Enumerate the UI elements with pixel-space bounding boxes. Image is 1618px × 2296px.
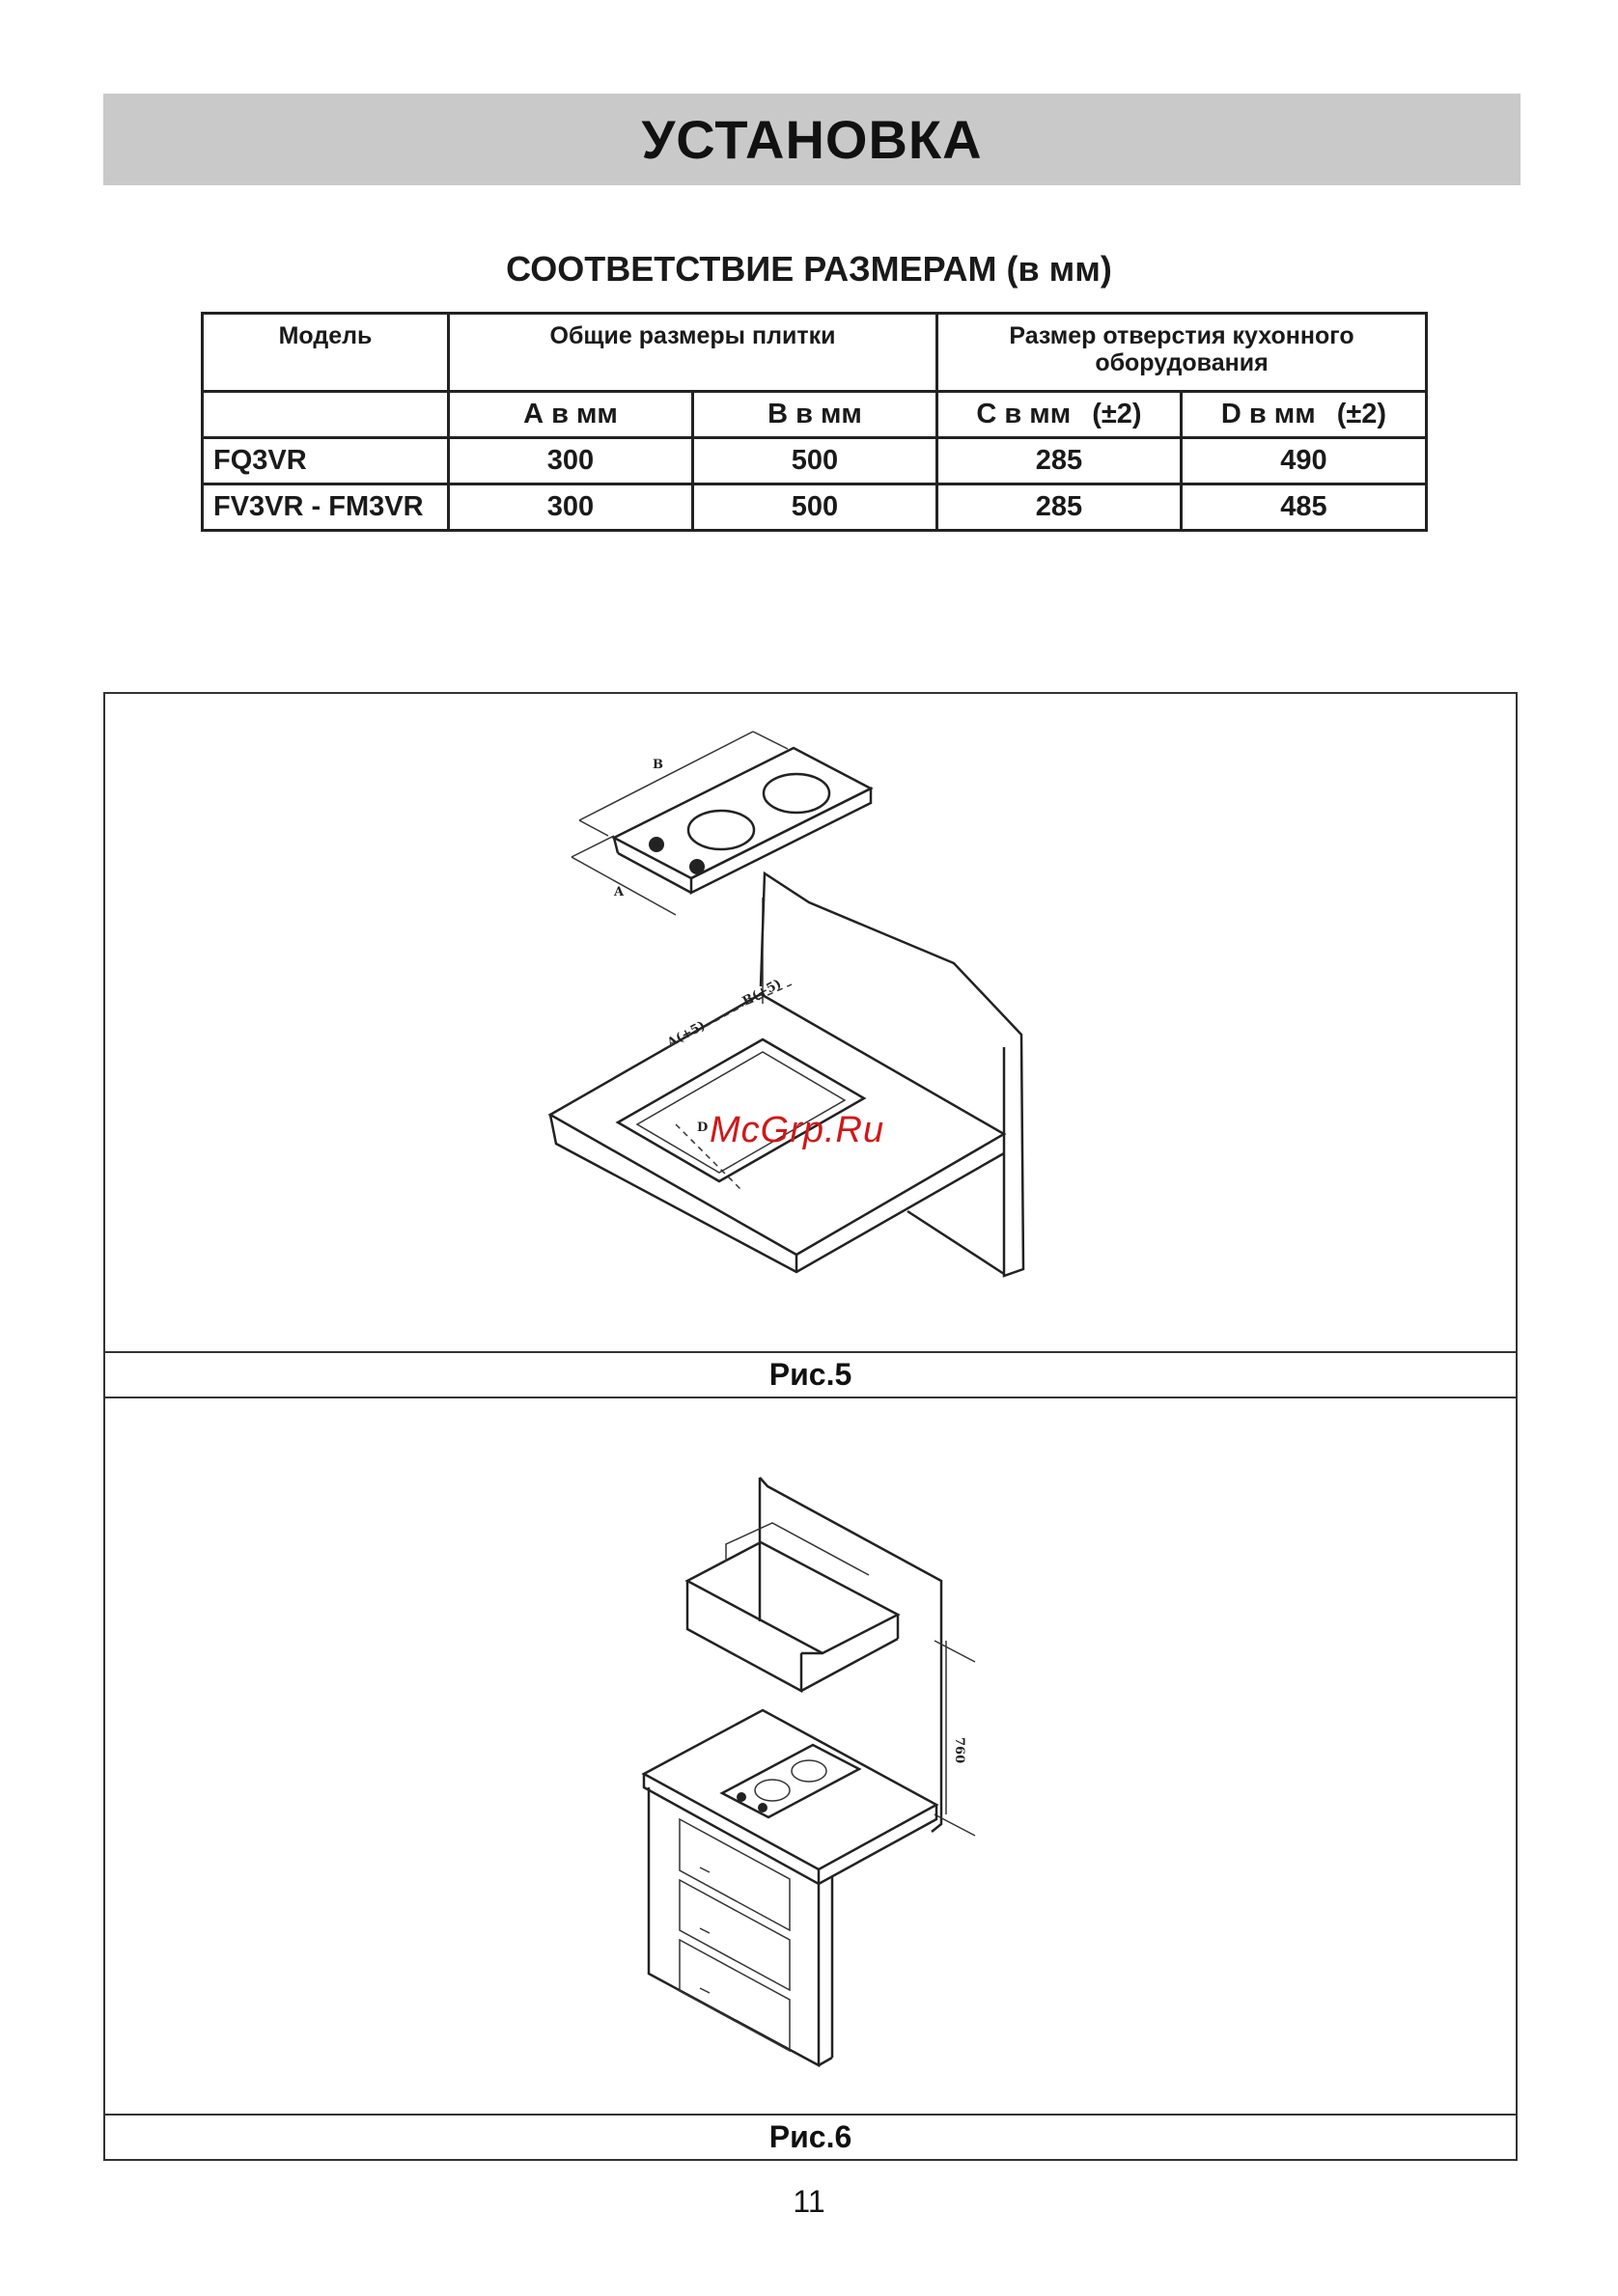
cell-a: 300 bbox=[449, 484, 693, 531]
subheader-d: D в мм (±2) bbox=[1182, 392, 1427, 438]
subheader-c: С в мм (±2) bbox=[937, 392, 1182, 438]
figure-5-caption: Рис.5 bbox=[103, 1351, 1518, 1398]
page-title: УСТАНОВКА bbox=[641, 109, 983, 170]
cell-b: 500 bbox=[693, 438, 937, 484]
fig5-countertop-drawing bbox=[550, 873, 1023, 1276]
fig5-label-c-dim: B(+5) bbox=[739, 976, 785, 1010]
fig6-label-height: 760 bbox=[952, 1737, 966, 1764]
watermark: McGrp.Ru bbox=[710, 1110, 885, 1150]
cell-model: FV3VR - FM3VR bbox=[203, 484, 449, 531]
header-opening-dimensions: Размер отверстия кухонного оборудования bbox=[937, 314, 1427, 392]
subheader-b: В в мм bbox=[693, 392, 937, 438]
cell-b: 500 bbox=[693, 484, 937, 531]
table-title: СООТВЕТСТВИЕ РАЗМЕРАМ (в мм) bbox=[506, 249, 1112, 289]
fig5-label-a: A bbox=[614, 885, 625, 899]
header-overall-dimensions: Общие размеры плитки bbox=[449, 314, 937, 392]
fig5-hob-drawing bbox=[572, 732, 871, 1004]
figure-6-caption: Рис.6 bbox=[103, 2114, 1518, 2161]
fig5-label-a-dim: A(+5) bbox=[664, 1018, 709, 1051]
cell-model: FQ3VR bbox=[203, 438, 449, 484]
cell-c: 285 bbox=[937, 438, 1182, 484]
fig5-label-d: D bbox=[697, 1120, 709, 1135]
fig6-kitchen-drawing bbox=[644, 1478, 975, 2065]
cell-a: 300 bbox=[449, 438, 693, 484]
subheader-a: А в мм bbox=[449, 392, 693, 438]
header-model: Модель bbox=[203, 314, 449, 392]
cell-c: 285 bbox=[937, 484, 1182, 531]
fig5-label-b: B bbox=[653, 758, 663, 772]
cell-d: 490 bbox=[1182, 438, 1427, 484]
page-number: 11 bbox=[793, 2184, 825, 2219]
cell-d: 485 bbox=[1182, 484, 1427, 531]
